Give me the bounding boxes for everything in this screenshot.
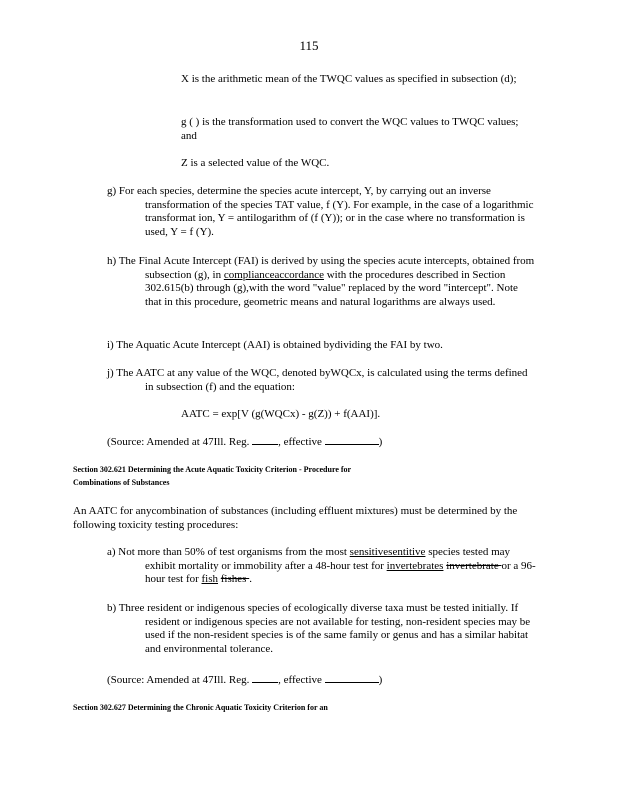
item-a-text-1: a) Not more than 50% of test organisms from the most bbox=[107, 546, 350, 558]
definition-x: X is the arithmetic mean of the TWQC values as specified in subsection (d); bbox=[181, 73, 517, 85]
aatc-combination-intro: An AATC for anycombination of substances (including effluent mixtures) must be determined by the following toxicity testing procedures: bbox=[73, 505, 518, 531]
item-i: i) The Aquatic Acute Intercept (AAI) is obtained bydividing the FAI by two. bbox=[107, 339, 443, 351]
source-note-1-mid: , effective bbox=[278, 436, 325, 448]
effective-date-blank bbox=[325, 673, 379, 683]
section-heading-line-2: Combinations of Substances bbox=[73, 478, 170, 487]
section-heading-302-621 bbox=[73, 463, 533, 489]
item-a bbox=[107, 546, 537, 587]
aatc-equation: AATC = exp[V (g(WQCx) - g(Z)) + f(AAI)]. bbox=[181, 408, 381, 420]
source-note-1-prefix: (Source: Amended at 47Ill. Reg. bbox=[107, 436, 253, 448]
effective-date-blank bbox=[325, 435, 379, 445]
definition-g: g ( ) is the transformation used to convert the WQC values to TWQC values; and bbox=[181, 116, 519, 142]
item-a-underlined-3: fish bbox=[201, 573, 219, 585]
item-a-text-2: species tested may exhibit mortality or immobility after a 48-hour test for bbox=[145, 546, 511, 572]
source-note-1 bbox=[107, 435, 382, 450]
section-heading-line-1: Section 302.621 Determining the Acute Aquatic Toxicity Criterion - Procedure for bbox=[73, 465, 352, 474]
item-a-text-4: . bbox=[249, 573, 252, 585]
item-h-underlined-insertion: complianceaccordance bbox=[223, 268, 324, 281]
item-a-struck-2: fishes bbox=[220, 573, 250, 585]
definition-z: Z is a selected value of the WQC. bbox=[181, 157, 330, 169]
section-heading-line-1: Section 302.627 Determining the Chronic Aquatic Toxicity Criterion for an bbox=[73, 703, 328, 712]
source-note-2 bbox=[107, 673, 382, 688]
register-blank bbox=[252, 673, 278, 683]
section-heading-302-627 bbox=[73, 701, 533, 714]
register-blank bbox=[252, 435, 278, 445]
page-number: 115 bbox=[299, 38, 319, 53]
item-h-text-1: h) The Final Acute Intercept (FAI) is derived by using the species acute intercepts, obtained from subsection (g), in bbox=[107, 255, 535, 281]
item-h bbox=[107, 255, 537, 309]
source-note-2-prefix: (Source: Amended at 47Ill. Reg. bbox=[107, 674, 253, 686]
item-g: g) For each species, determine the species acute intercept, Y, by carrying out an inverse transformation of the species TAT value, f (Y). For example, in the case of a logarithmic transformat ion, Y = antilogarithm of (f (Y)); or in the case where no transformation is used, Y = f (Y). bbox=[107, 185, 534, 238]
item-a-text-3: or a 96-hour test for bbox=[145, 559, 536, 585]
item-h-text-2: with the procedures described in Section 302.615(b) through (g),with the word "value" replaced by the word "intercept". Note that in this procedure, bbox=[145, 268, 518, 308]
source-note-1-suffix: ) bbox=[378, 436, 383, 448]
source-note-2-mid: , effective bbox=[278, 674, 325, 686]
item-h-text-3: geometric means and natural logarithms are always used. bbox=[243, 295, 496, 308]
item-b: b) Three resident or indigenous species of ecologically diverse taxa must be tested initially. If resident or indigenous species are not available for testing, non-resident species may be used if the non-resident species is of the same family or genus and has a similar habitat and environmental tolerance. bbox=[107, 602, 531, 655]
item-j: j) The AATC at any value of the WQC, denoted byWQCx, is calculated using the terms defined in subsection (f) and the equation: bbox=[107, 367, 528, 393]
item-a-underlined-2: invertebrates bbox=[386, 559, 444, 572]
source-note-2-suffix: ) bbox=[378, 674, 383, 686]
item-a-underlined-1: sensitivesentitive bbox=[349, 546, 426, 558]
item-a-struck-1: invertebrate bbox=[446, 559, 502, 572]
